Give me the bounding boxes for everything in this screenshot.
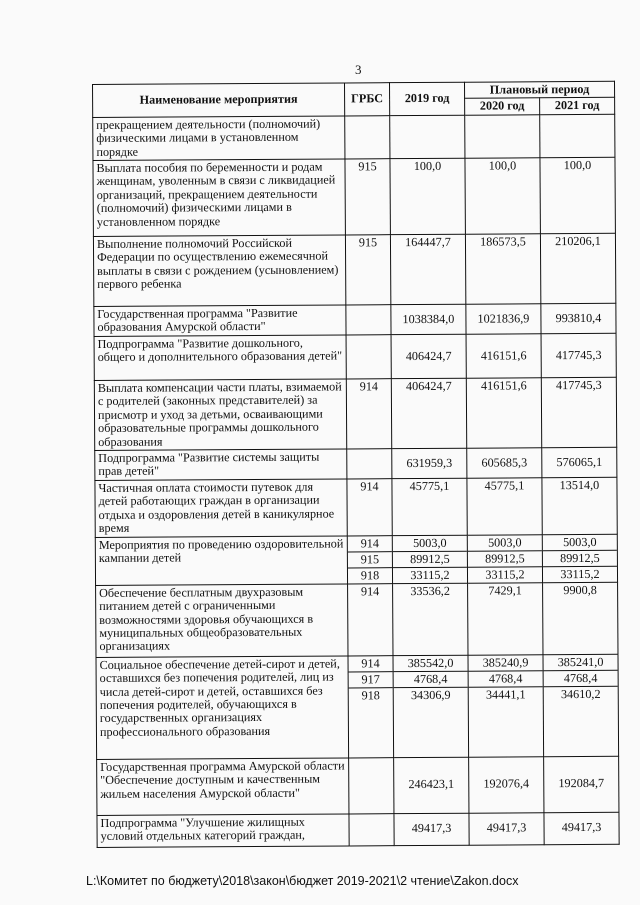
table-row bbox=[94, 333, 616, 380]
row-2020: 186573,5 bbox=[465, 234, 540, 304]
row-2019 bbox=[393, 655, 469, 757]
row-grbs: 915 bbox=[345, 159, 390, 235]
row-2020: 416151,6 bbox=[466, 378, 541, 448]
value-2020: 34441,1 bbox=[485, 687, 526, 702]
row-name: Подпрограмма "Улучшение жилищных условий отдельных категорий граждан, bbox=[97, 814, 349, 848]
row-grbs bbox=[346, 305, 391, 335]
row-2021: 210206,1 bbox=[540, 233, 615, 303]
value-2019: 4768,4 bbox=[394, 671, 468, 687]
row-2021 bbox=[540, 114, 615, 158]
row-name: Выплата компенсации части платы, взимаемой с родителей (законных представителей) за присмотр и уход за детьми, осваивающими образовательные программы дошкольного образования bbox=[94, 379, 346, 451]
row-name: Подпрограмма "Развитие дошкольного, общего и дополнительного образования детей" bbox=[94, 335, 346, 381]
row-grbs bbox=[349, 813, 394, 845]
row-name: Обеспечение бесплатным двухразовым питанием детей с ограниченными возможностями здоровья обучающихся в муниципальных общеобразовательных организациях bbox=[96, 584, 348, 658]
value-2021: 4768,4 bbox=[544, 670, 618, 686]
row-2020: 7429,1 bbox=[468, 582, 543, 654]
row-grbs bbox=[349, 757, 394, 813]
table-row bbox=[95, 447, 617, 480]
row-grbs bbox=[346, 335, 391, 379]
value-2020: 89912,5 bbox=[468, 551, 542, 567]
header-2020: 2020 год bbox=[465, 98, 540, 115]
table-row bbox=[95, 534, 617, 585]
value-2019: 385542,0 bbox=[393, 655, 467, 671]
row-name: прекращением деятельности (полномочий) физическими лицами в установленном порядке bbox=[93, 116, 345, 161]
page-number: 3 bbox=[355, 62, 362, 77]
table-row bbox=[94, 377, 616, 450]
table-row bbox=[97, 812, 619, 847]
grbs-value: 914 bbox=[348, 656, 392, 672]
value-2019: 34306,9 bbox=[410, 687, 451, 702]
row-2021: 417745,3 bbox=[541, 333, 616, 377]
value-2019: 5003,0 bbox=[393, 535, 467, 551]
row-2019 bbox=[392, 535, 467, 583]
value-2019: 33115,2 bbox=[410, 567, 450, 582]
row-grbs: 914 bbox=[348, 583, 393, 655]
row-name: Выполнение полномочий Российской Федерации по осуществлению ежемесячной выплаты в связи с рождением (усыновлением) первого ребенка bbox=[93, 235, 345, 307]
grbs-value: 918 bbox=[360, 567, 380, 583]
header-planned-period: Плановый период bbox=[464, 81, 614, 98]
value-2020: 4768,4 bbox=[469, 671, 543, 687]
row-2021: 993810,4 bbox=[541, 303, 616, 333]
row-2020 bbox=[468, 654, 544, 756]
row-2021: 417745,3 bbox=[541, 377, 616, 447]
row-2021: 192084,7 bbox=[544, 756, 619, 812]
row-2021: 49417,3 bbox=[544, 812, 619, 844]
value-2021: 33115,2 bbox=[560, 566, 600, 581]
header-2019: 2019 год bbox=[389, 82, 464, 115]
row-grbs bbox=[347, 449, 392, 479]
value-2020: 385240,9 bbox=[468, 655, 542, 671]
row-2020 bbox=[465, 115, 540, 159]
row-2021: 13514,0 bbox=[542, 477, 617, 534]
value-2021: 5003,0 bbox=[543, 534, 617, 550]
row-grbs: 914 bbox=[346, 379, 391, 449]
grbs-value: 914 bbox=[348, 536, 392, 552]
row-name: Социальное обеспечение детей-сирот и детей, оставшихся без попечения родителей, лиц из числа детей-сирот и детей, оставшихся без попечения родителей, обучающихся в государственных организациях профессионального образования bbox=[96, 656, 349, 760]
row-2019: 406424,7 bbox=[391, 334, 466, 378]
row-2019 bbox=[390, 115, 465, 159]
header-name: Наименование мероприятия bbox=[93, 83, 345, 117]
value-2020: 5003,0 bbox=[468, 535, 542, 551]
value-2020: 33115,2 bbox=[485, 567, 525, 582]
row-2020 bbox=[467, 534, 542, 582]
row-2019: 49417,3 bbox=[394, 813, 469, 845]
table-row bbox=[97, 756, 619, 815]
row-2021: 9900,8 bbox=[543, 582, 618, 654]
value-2019: 89912,5 bbox=[393, 551, 467, 567]
row-2019: 1038384,0 bbox=[391, 304, 466, 334]
row-grbs bbox=[348, 655, 394, 757]
row-2020: 416151,6 bbox=[466, 334, 541, 378]
row-name: Выплата пособия по беременности и родам женщинам, уволенным в связи с ликвидацией организаций, прекращением деятельности (полномочий) физическими лицами в установленном порядке bbox=[93, 159, 345, 237]
row-2019: 100,0 bbox=[390, 158, 465, 234]
row-2019: 45775,1 bbox=[392, 478, 467, 535]
row-2019: 631959,3 bbox=[392, 448, 467, 478]
row-2020: 605685,3 bbox=[467, 448, 542, 478]
row-name: Подпрограмма "Развитие системы защиты прав детей" bbox=[95, 449, 347, 481]
table-row bbox=[93, 233, 615, 306]
header-grbs: ГРБС bbox=[344, 83, 389, 116]
row-grbs bbox=[345, 115, 390, 158]
table-row bbox=[96, 654, 619, 759]
row-2020: 100,0 bbox=[465, 158, 540, 234]
row-2020: 45775,1 bbox=[467, 478, 542, 535]
row-2021 bbox=[543, 654, 619, 756]
value-2021: 34610,2 bbox=[560, 686, 601, 701]
row-2021 bbox=[542, 534, 617, 582]
value-2021: 385241,0 bbox=[543, 654, 617, 670]
row-2019: 246423,1 bbox=[394, 757, 469, 813]
row-2020: 49417,3 bbox=[469, 812, 544, 844]
row-name: Государственная программа Амурской области "Обеспечение доступным и качественным жильем населения Амурской области" bbox=[97, 758, 349, 816]
row-2020: 1021836,9 bbox=[466, 304, 541, 334]
table-row bbox=[93, 157, 615, 236]
row-2019: 164447,7 bbox=[390, 234, 465, 304]
footer-file-path: L:\Комитет по бюджету\2018\закон\бюджет 2019-2021\2 чтение\Zakon.docx bbox=[86, 874, 519, 888]
table-row bbox=[96, 582, 618, 657]
row-grbs: 914 bbox=[347, 479, 392, 536]
grbs-value: 917 bbox=[349, 672, 393, 688]
budget-table bbox=[92, 81, 620, 848]
grbs-value: 918 bbox=[361, 687, 380, 703]
row-name: Частичная оплата стоимости путевок для детей работающих граждан в организации отдыха и оздоровления детей в каникулярное время bbox=[95, 479, 347, 537]
row-2021: 576065,1 bbox=[542, 447, 617, 477]
row-2020: 192076,4 bbox=[469, 756, 544, 812]
row-2019: 33536,2 bbox=[393, 583, 468, 655]
row-2021: 100,0 bbox=[540, 157, 615, 233]
row-2019: 406424,7 bbox=[391, 378, 466, 448]
row-grbs: 915 bbox=[345, 235, 390, 305]
row-name: Мероприятия по проведению оздоровительной кампании детей bbox=[95, 536, 347, 586]
header-2021: 2021 год bbox=[540, 98, 615, 115]
grbs-value: 915 bbox=[348, 552, 392, 568]
table-row bbox=[95, 477, 617, 537]
row-name: Государственная программа "Развитие образования Амурской области" bbox=[94, 305, 346, 337]
table-row bbox=[93, 114, 615, 160]
table-row bbox=[94, 303, 616, 336]
row-grbs bbox=[347, 535, 392, 583]
value-2021: 89912,5 bbox=[543, 550, 617, 566]
